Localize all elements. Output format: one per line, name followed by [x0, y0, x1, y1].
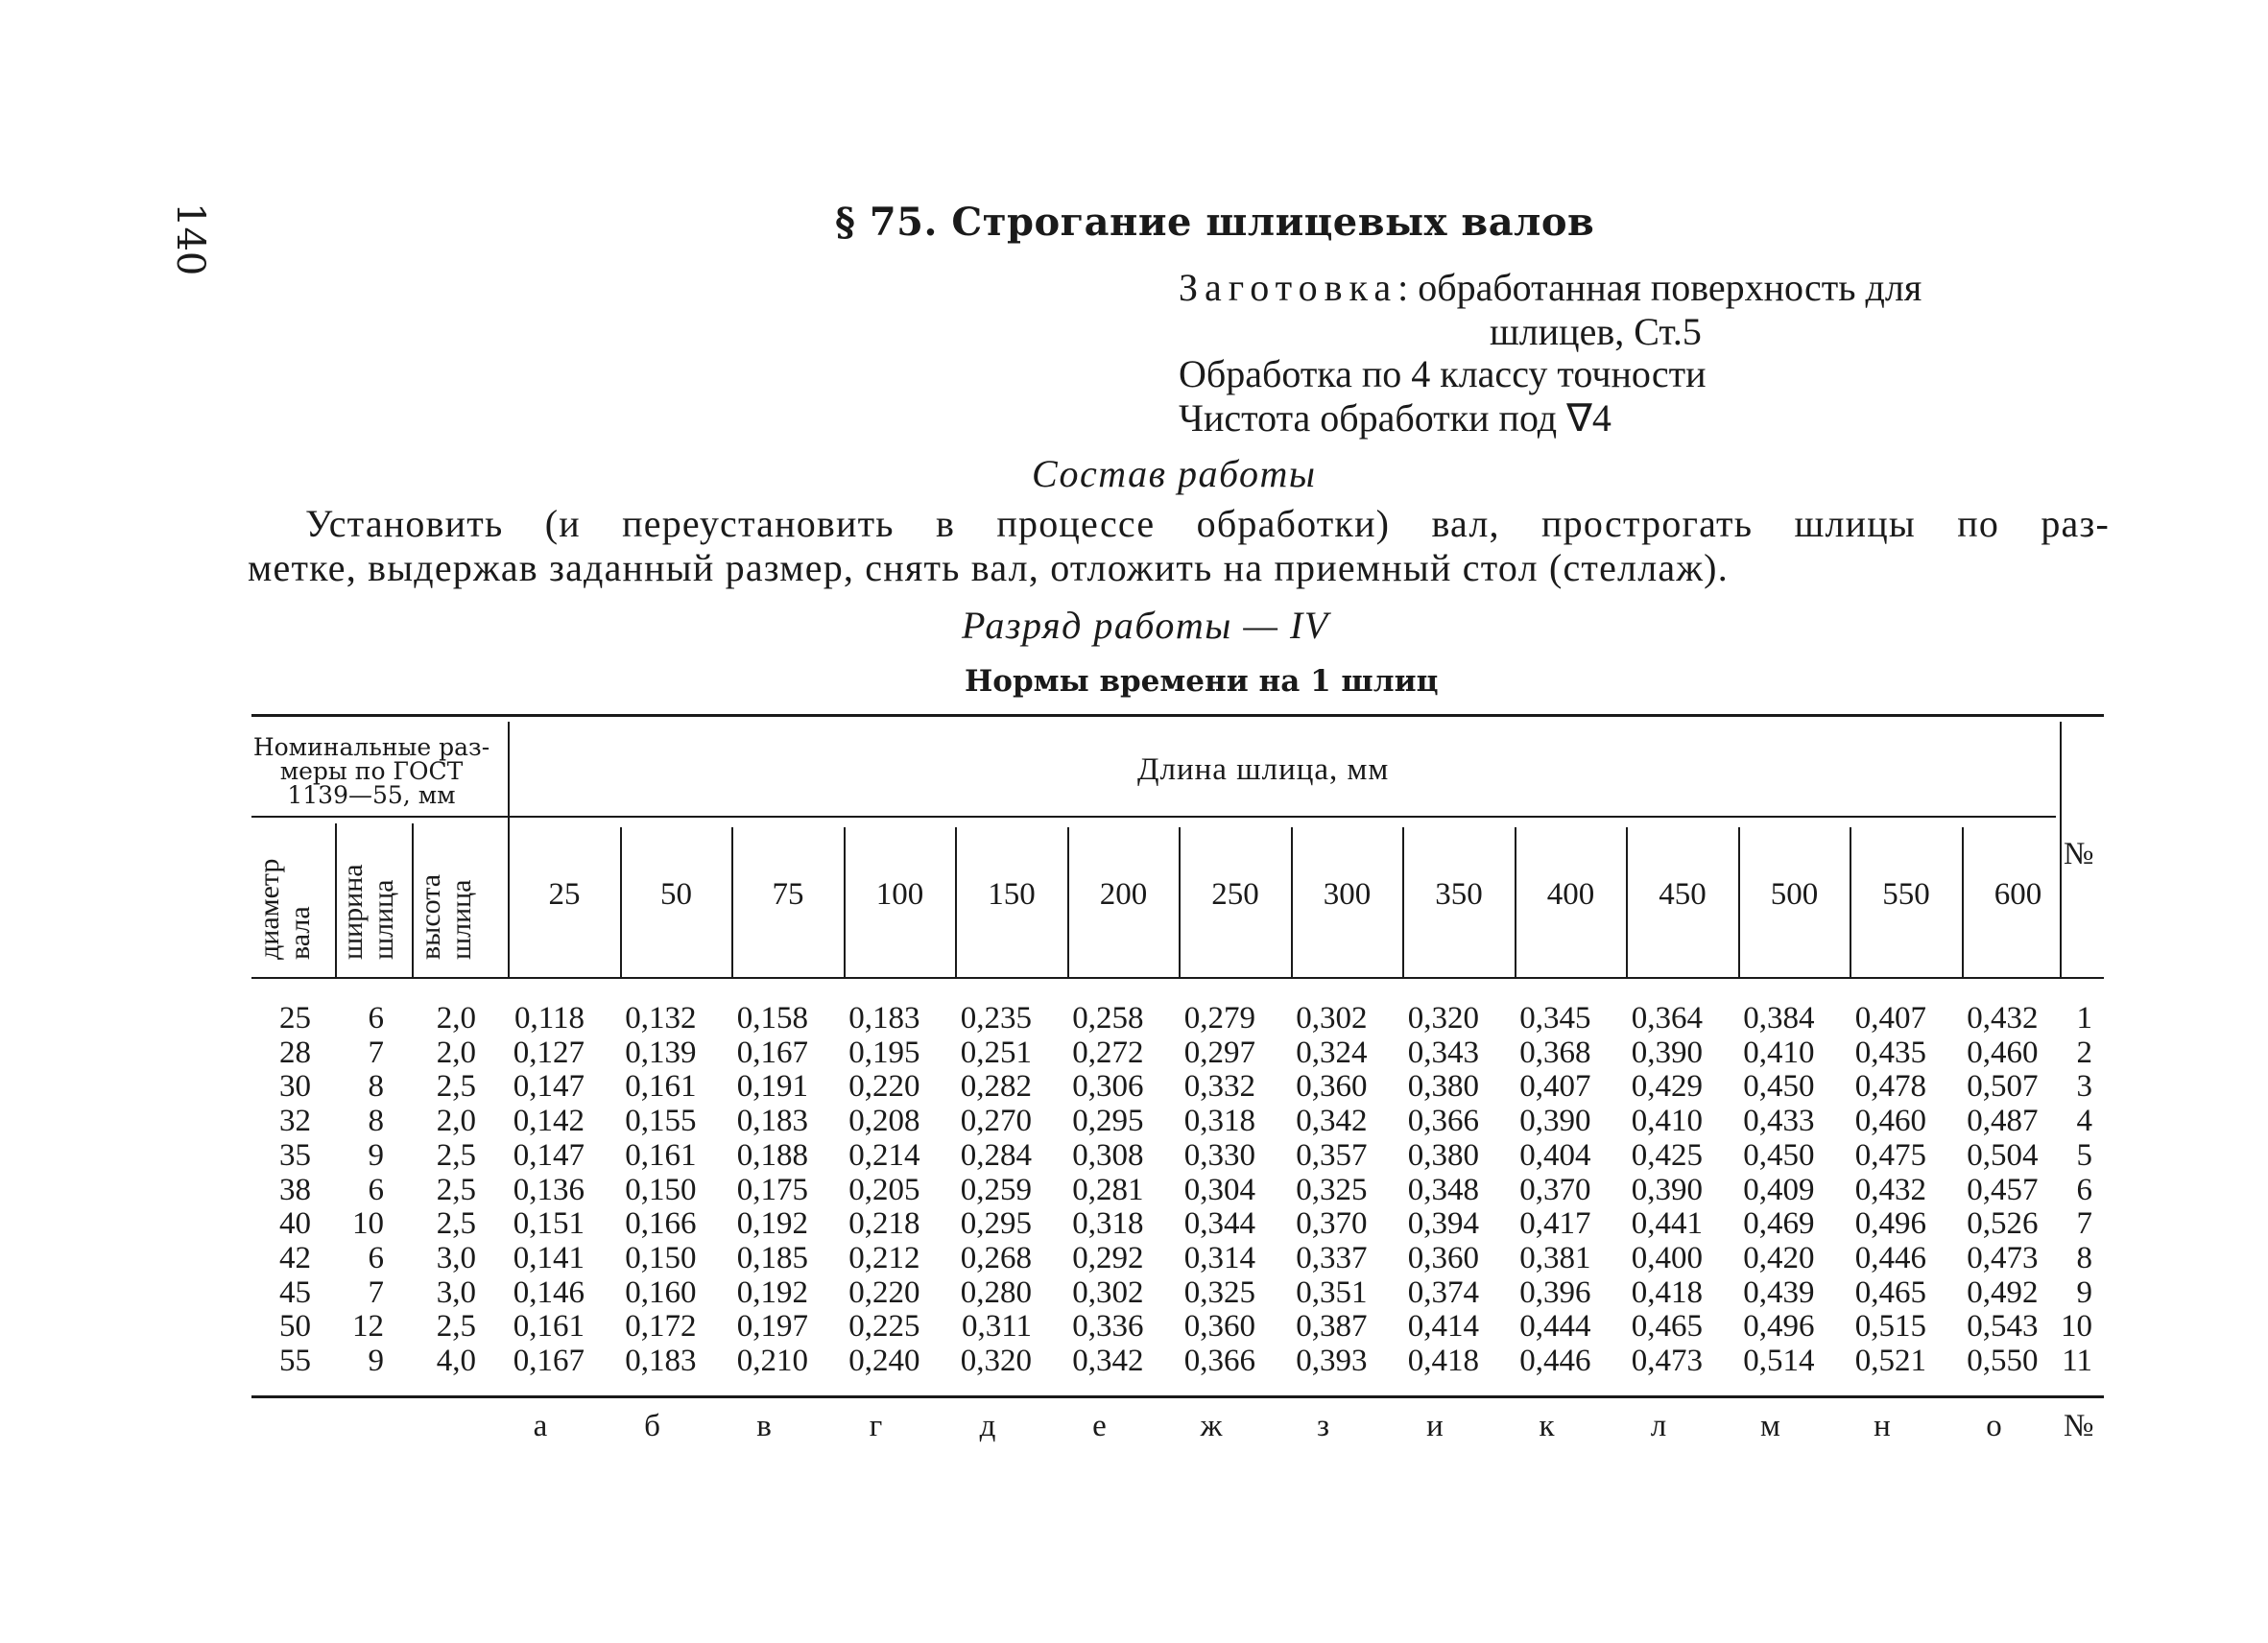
- shaft-diameter: 32: [279, 1104, 311, 1139]
- time-norm: 0,251: [960, 1035, 1032, 1070]
- time-norm: 0,394: [1407, 1206, 1479, 1242]
- time-norm: 0,318: [1183, 1104, 1255, 1139]
- time-norm: 0,368: [1519, 1035, 1591, 1070]
- time-norm: 0,220: [848, 1274, 920, 1310]
- dim-header-diameter-line-2: вала: [284, 906, 316, 960]
- spline-height: 2,5: [436, 1309, 476, 1345]
- time-norm: 0,433: [1743, 1104, 1815, 1139]
- work-composition-line-1: Установить (и переустановить в процессе обработки) вал, прострогать шлицы по раз-: [305, 502, 2110, 545]
- column-letter: н: [1874, 1409, 1891, 1443]
- time-norm: 0,214: [848, 1137, 920, 1173]
- time-norm: 0,155: [625, 1104, 697, 1139]
- time-norm: 0,357: [1296, 1137, 1368, 1173]
- time-norm: 0,161: [625, 1137, 697, 1173]
- dim-header-width-line-1: ширина: [337, 864, 369, 960]
- time-norm: 0,320: [960, 1344, 1032, 1378]
- time-norm: 0,370: [1519, 1172, 1591, 1207]
- time-norm: 0,325: [1183, 1274, 1255, 1310]
- time-norm: 0,345: [1519, 1001, 1591, 1036]
- time-norm: 0,444: [1519, 1309, 1591, 1345]
- work-composition-heading: Состав работы: [1032, 452, 1317, 495]
- time-norm: 0,337: [1296, 1240, 1368, 1275]
- time-norm: 0,407: [1519, 1069, 1591, 1105]
- time-norm: 0,418: [1631, 1274, 1703, 1310]
- spec-material: шлицев, Ст.5: [1490, 310, 1702, 353]
- time-norm: 0,146: [513, 1274, 585, 1310]
- row-number: 3: [2076, 1069, 2092, 1105]
- time-norm: 0,343: [1407, 1035, 1479, 1070]
- spline-height: 2,5: [436, 1206, 476, 1242]
- table-header-bottom-rule: [251, 977, 2104, 979]
- spline-height: 3,0: [436, 1240, 476, 1275]
- time-norm: 0,147: [513, 1069, 585, 1105]
- time-norm: 0,158: [736, 1001, 808, 1036]
- length-col-divider: [1291, 827, 1293, 977]
- time-norm: 0,197: [736, 1309, 808, 1345]
- time-norm: 0,420: [1743, 1240, 1815, 1275]
- dim-header-diameter-line-1: диаметр: [253, 858, 285, 960]
- time-norm: 0,400: [1631, 1240, 1703, 1275]
- time-norm: 0,381: [1519, 1240, 1591, 1275]
- dim-header-height: [416, 874, 477, 960]
- time-norm: 0,543: [1967, 1309, 2039, 1345]
- column-letter: в: [756, 1409, 772, 1443]
- section-title: § 75. Строгание шлицевых валов: [835, 200, 1595, 245]
- work-grade: Разряд работы — IV: [962, 604, 1329, 647]
- dim-header-height-line-1: высота: [415, 873, 446, 960]
- dims-group-header-line-2: меры по ГОСТ: [279, 757, 464, 785]
- time-norm: 0,136: [513, 1172, 585, 1207]
- time-norm: 0,212: [848, 1240, 920, 1275]
- dims-group-header: [242, 735, 501, 807]
- time-norm: 0,235: [960, 1001, 1032, 1036]
- row-number: 10: [2061, 1309, 2092, 1345]
- spline-width: 9: [368, 1344, 384, 1378]
- time-norm: 0,268: [960, 1240, 1032, 1275]
- row-number: 9: [2076, 1274, 2092, 1310]
- time-norm: 0,496: [1743, 1309, 1815, 1345]
- time-norm: 0,366: [1407, 1104, 1479, 1139]
- dim-header-width: [338, 864, 399, 960]
- time-norm: 0,302: [1296, 1001, 1368, 1036]
- table-top-rule: [251, 714, 2104, 717]
- table-caption: Нормы времени на 1 шлиц: [965, 664, 1439, 699]
- time-norm: 0,370: [1296, 1206, 1368, 1242]
- row-number: 8: [2076, 1240, 2092, 1275]
- time-norm: 0,374: [1407, 1274, 1479, 1310]
- time-norm: 0,208: [848, 1104, 920, 1139]
- column-letter: и: [1426, 1409, 1444, 1443]
- time-norm: 0,220: [848, 1069, 920, 1105]
- time-norm: 0,282: [960, 1069, 1032, 1105]
- time-norm: 0,167: [736, 1035, 808, 1070]
- time-norm: 0,380: [1407, 1069, 1479, 1105]
- time-norm: 0,478: [1854, 1069, 1926, 1105]
- shaft-diameter: 28: [279, 1035, 311, 1070]
- spline-width: 8: [368, 1104, 384, 1139]
- spline-height: 2,5: [436, 1172, 476, 1207]
- table-dims-divider: [508, 722, 510, 977]
- time-norm: 0,284: [960, 1137, 1032, 1173]
- time-norm: 0,504: [1967, 1137, 2039, 1173]
- length-col-divider: [1962, 827, 1964, 977]
- time-norm: 0,360: [1407, 1240, 1479, 1275]
- time-norm: 0,175: [736, 1172, 808, 1207]
- time-norm: 0,450: [1743, 1069, 1815, 1105]
- length-col-divider: [1402, 827, 1404, 977]
- time-norm: 0,281: [1072, 1172, 1144, 1207]
- column-letter: з: [1316, 1409, 1330, 1443]
- time-norm: 0,259: [960, 1172, 1032, 1207]
- length-col-divider: [1626, 827, 1628, 977]
- column-letter: а: [533, 1409, 548, 1443]
- time-norm: 0,441: [1631, 1206, 1703, 1242]
- time-norm: 0,360: [1183, 1309, 1255, 1345]
- column-letter: о: [1986, 1409, 2002, 1443]
- time-norm: 0,139: [625, 1035, 697, 1070]
- spline-width: 9: [368, 1137, 384, 1173]
- length-col-header: 25: [548, 877, 581, 912]
- time-norm: 0,475: [1854, 1137, 1926, 1173]
- time-norm: 0,409: [1743, 1172, 1815, 1207]
- time-norm: 0,161: [513, 1309, 585, 1345]
- time-norm: 0,332: [1183, 1069, 1255, 1105]
- time-norm: 0,161: [625, 1069, 697, 1105]
- time-norm: 0,318: [1072, 1206, 1144, 1242]
- time-norm: 0,183: [625, 1344, 697, 1378]
- row-number: 4: [2076, 1104, 2092, 1139]
- time-norm: 0,279: [1183, 1001, 1255, 1036]
- length-col-header: 250: [1211, 877, 1259, 912]
- time-norm: 0,185: [736, 1240, 808, 1275]
- shaft-diameter: 30: [279, 1069, 311, 1105]
- spec-finish: Чистота обработки под ∇4: [1179, 396, 1611, 440]
- row-number: 2: [2076, 1035, 2092, 1070]
- time-norm: 0,192: [736, 1274, 808, 1310]
- shaft-diameter: 38: [279, 1172, 311, 1207]
- dim-header-width-line-2: шлица: [368, 879, 399, 960]
- time-norm: 0,393: [1296, 1344, 1368, 1378]
- time-norm: 0,432: [1967, 1001, 2039, 1036]
- time-norm: 0,324: [1296, 1035, 1368, 1070]
- length-col-header: 600: [1993, 877, 2042, 912]
- time-norm: 0,150: [625, 1172, 697, 1207]
- page-number: 140: [168, 202, 212, 276]
- time-norm: 0,344: [1183, 1206, 1255, 1242]
- time-norm: 0,272: [1072, 1035, 1144, 1070]
- row-number: 7: [2076, 1206, 2092, 1242]
- length-col-divider: [955, 827, 957, 977]
- time-norm: 0,306: [1072, 1069, 1144, 1105]
- time-norm: 0,414: [1407, 1309, 1479, 1345]
- time-norm: 0,526: [1967, 1206, 2039, 1242]
- shaft-diameter: 25: [279, 1001, 311, 1036]
- length-col-header: 200: [1099, 877, 1148, 912]
- spec-workpiece: [1179, 265, 1922, 310]
- time-norm: 0,396: [1519, 1274, 1591, 1310]
- time-norm: 0,390: [1631, 1035, 1703, 1070]
- column-letter: к: [1539, 1409, 1555, 1443]
- time-norm: 0,166: [625, 1206, 697, 1242]
- time-norm: 0,407: [1854, 1001, 1926, 1036]
- length-header: Длина шлица, мм: [1137, 752, 1390, 787]
- time-norm: 0,311: [961, 1309, 1032, 1345]
- time-norm: 0,348: [1407, 1172, 1479, 1207]
- spline-width: 6: [368, 1172, 384, 1207]
- time-norm: 0,390: [1631, 1172, 1703, 1207]
- length-col-header: 50: [660, 877, 692, 912]
- length-col-header: 400: [1546, 877, 1595, 912]
- column-letter: ж: [1200, 1409, 1223, 1443]
- spline-height: 2,5: [436, 1137, 476, 1173]
- length-col-header: 500: [1770, 877, 1819, 912]
- time-norm: 0,314: [1183, 1240, 1255, 1275]
- time-norm: 0,308: [1072, 1137, 1144, 1173]
- time-norm: 0,150: [625, 1240, 697, 1275]
- spline-height: 2,0: [436, 1035, 476, 1070]
- time-norm: 0,487: [1967, 1104, 2039, 1139]
- work-composition-text: [248, 502, 2110, 590]
- spline-height: 3,0: [436, 1274, 476, 1310]
- length-col-divider: [1850, 827, 1851, 977]
- time-norm: 0,514: [1743, 1344, 1815, 1378]
- time-norm: 0,218: [848, 1206, 920, 1242]
- dim-header-height-line-2: шлица: [445, 879, 477, 960]
- shaft-diameter: 42: [279, 1240, 311, 1275]
- length-col-header: 300: [1323, 877, 1372, 912]
- time-norm: 0,432: [1854, 1172, 1926, 1207]
- time-norm: 0,127: [513, 1035, 585, 1070]
- time-norm: 0,550: [1967, 1344, 2039, 1378]
- shaft-diameter: 40: [279, 1206, 311, 1242]
- column-letter: е: [1092, 1409, 1107, 1443]
- time-norm: 0,351: [1296, 1274, 1368, 1310]
- time-norm: 0,195: [848, 1035, 920, 1070]
- time-norm: 0,507: [1967, 1069, 2039, 1105]
- spline-height: 2,0: [436, 1001, 476, 1036]
- work-composition-line-2: метке, выдержав заданный размер, снять вал, отложить на приемный стол (стеллаж).: [248, 546, 1729, 589]
- time-norm: 0,295: [1072, 1104, 1144, 1139]
- time-norm: 0,460: [1854, 1104, 1926, 1139]
- time-norm: 0,342: [1296, 1104, 1368, 1139]
- time-norm: 0,132: [625, 1001, 697, 1036]
- length-col-header: 75: [772, 877, 804, 912]
- time-norm: 0,446: [1854, 1240, 1926, 1275]
- table-no-divider: [2060, 722, 2062, 977]
- no-header: №: [2064, 837, 2094, 871]
- dims-group-header-line-3: 1139—55, мм: [287, 781, 456, 809]
- time-norm: 0,460: [1967, 1035, 2039, 1070]
- time-norm: 0,439: [1743, 1274, 1815, 1310]
- dim-header-diameter: [254, 859, 316, 960]
- time-norm: 0,418: [1407, 1344, 1479, 1378]
- time-norm: 0,465: [1631, 1309, 1703, 1345]
- time-norm: 0,425: [1631, 1137, 1703, 1173]
- time-norm: 0,387: [1296, 1309, 1368, 1345]
- time-norm: 0,270: [960, 1104, 1032, 1139]
- time-norm: 0,240: [848, 1344, 920, 1378]
- shaft-diameter: 35: [279, 1137, 311, 1173]
- time-norm: 0,380: [1407, 1137, 1479, 1173]
- spline-width: 6: [368, 1240, 384, 1275]
- column-letter: д: [979, 1409, 996, 1443]
- time-norm: 0,342: [1072, 1344, 1144, 1378]
- time-norm: 0,429: [1631, 1069, 1703, 1105]
- length-col-divider: [620, 827, 622, 977]
- time-norm: 0,366: [1183, 1344, 1255, 1378]
- time-norm: 0,192: [736, 1206, 808, 1242]
- time-norm: 0,457: [1967, 1172, 2039, 1207]
- row-number: 11: [2062, 1344, 2092, 1378]
- time-norm: 0,390: [1519, 1104, 1591, 1139]
- time-norm: 0,446: [1519, 1344, 1591, 1378]
- time-norm: 0,151: [513, 1206, 585, 1242]
- length-col-header: 450: [1659, 877, 1707, 912]
- length-col-divider: [1067, 827, 1069, 977]
- dims-group-header-line-1: Номинальные раз-: [252, 733, 490, 761]
- spline-width: 8: [368, 1069, 384, 1105]
- time-norm: 0,515: [1854, 1309, 1926, 1345]
- shaft-diameter: 50: [279, 1309, 311, 1345]
- time-norm: 0,142: [513, 1104, 585, 1139]
- time-norm: 0,521: [1854, 1344, 1926, 1378]
- length-col-header: 350: [1435, 877, 1483, 912]
- spline-width: 6: [368, 1001, 384, 1036]
- length-col-divider: [1738, 827, 1740, 977]
- length-col-divider: [1515, 827, 1516, 977]
- time-norm: 0,295: [960, 1206, 1032, 1242]
- row-number: 6: [2076, 1172, 2092, 1207]
- time-norm: 0,210: [736, 1344, 808, 1378]
- time-norm: 0,384: [1743, 1001, 1815, 1036]
- time-norm: 0,473: [1631, 1344, 1703, 1378]
- time-norm: 0,417: [1519, 1206, 1591, 1242]
- column-letter: м: [1760, 1409, 1780, 1443]
- length-col-header: 150: [988, 877, 1036, 912]
- spline-width: 7: [368, 1035, 384, 1070]
- time-norm: 0,205: [848, 1172, 920, 1207]
- spline-width: 12: [352, 1309, 384, 1345]
- row-number: 1: [2076, 1001, 2092, 1036]
- time-norm: 0,404: [1519, 1137, 1591, 1173]
- time-norm: 0,450: [1743, 1137, 1815, 1173]
- length-col-header: 100: [875, 877, 924, 912]
- time-norm: 0,304: [1183, 1172, 1255, 1207]
- time-norm: 0,225: [848, 1309, 920, 1345]
- spline-width: 7: [368, 1274, 384, 1310]
- table-header-divider: [251, 816, 2056, 818]
- time-norm: 0,320: [1407, 1001, 1479, 1036]
- time-norm: 0,360: [1296, 1069, 1368, 1105]
- length-col-divider: [844, 827, 846, 977]
- shaft-diameter: 45: [279, 1274, 311, 1310]
- time-norm: 0,465: [1854, 1274, 1926, 1310]
- time-norm: 0,160: [625, 1274, 697, 1310]
- time-norm: 0,410: [1631, 1104, 1703, 1139]
- length-col-header: 550: [1882, 877, 1930, 912]
- time-norm: 0,435: [1854, 1035, 1926, 1070]
- time-norm: 0,183: [736, 1104, 808, 1139]
- time-norm: 0,191: [736, 1069, 808, 1105]
- time-norm: 0,297: [1183, 1035, 1255, 1070]
- spline-height: 2,0: [436, 1104, 476, 1139]
- table-bottom-rule: [251, 1395, 2104, 1398]
- spline-height: 2,5: [436, 1069, 476, 1105]
- time-norm: 0,167: [513, 1344, 585, 1378]
- time-norm: 0,336: [1072, 1309, 1144, 1345]
- column-letter: л: [1650, 1409, 1667, 1443]
- column-letter: г: [869, 1409, 883, 1443]
- length-col-divider: [731, 827, 733, 977]
- time-norm: 0,172: [625, 1309, 697, 1345]
- time-norm: 0,292: [1072, 1240, 1144, 1275]
- time-norm: 0,364: [1631, 1001, 1703, 1036]
- spec-accuracy: Обработка по 4 классу точности: [1179, 352, 1707, 395]
- shaft-diameter: 55: [279, 1344, 311, 1378]
- time-norm: 0,469: [1743, 1206, 1815, 1242]
- spline-width: 10: [352, 1206, 384, 1242]
- time-norm: 0,330: [1183, 1137, 1255, 1173]
- length-col-divider: [1179, 827, 1181, 977]
- time-norm: 0,496: [1854, 1206, 1926, 1242]
- time-norm: 0,188: [736, 1137, 808, 1173]
- column-letter: б: [644, 1409, 660, 1443]
- time-norm: 0,280: [960, 1274, 1032, 1310]
- time-norm: 0,325: [1296, 1172, 1368, 1207]
- time-norm: 0,183: [848, 1001, 920, 1036]
- time-norm: 0,492: [1967, 1274, 2039, 1310]
- time-norm: 0,118: [513, 1001, 585, 1036]
- row-number: 5: [2076, 1137, 2092, 1173]
- column-letters-no: №: [2064, 1409, 2094, 1443]
- time-norm: 0,258: [1072, 1001, 1144, 1036]
- spline-height: 4,0: [436, 1344, 476, 1378]
- dim-col-divider-2: [412, 823, 414, 977]
- time-norm: 0,410: [1743, 1035, 1815, 1070]
- time-norm: 0,147: [513, 1137, 585, 1173]
- time-norm: 0,302: [1072, 1274, 1144, 1310]
- time-norm: 0,473: [1967, 1240, 2039, 1275]
- spec-workpiece-label: Заготовка: [1179, 266, 1398, 309]
- time-norm: 0,141: [513, 1240, 585, 1275]
- spec-workpiece-text: : обработанная поверхность для: [1397, 266, 1922, 309]
